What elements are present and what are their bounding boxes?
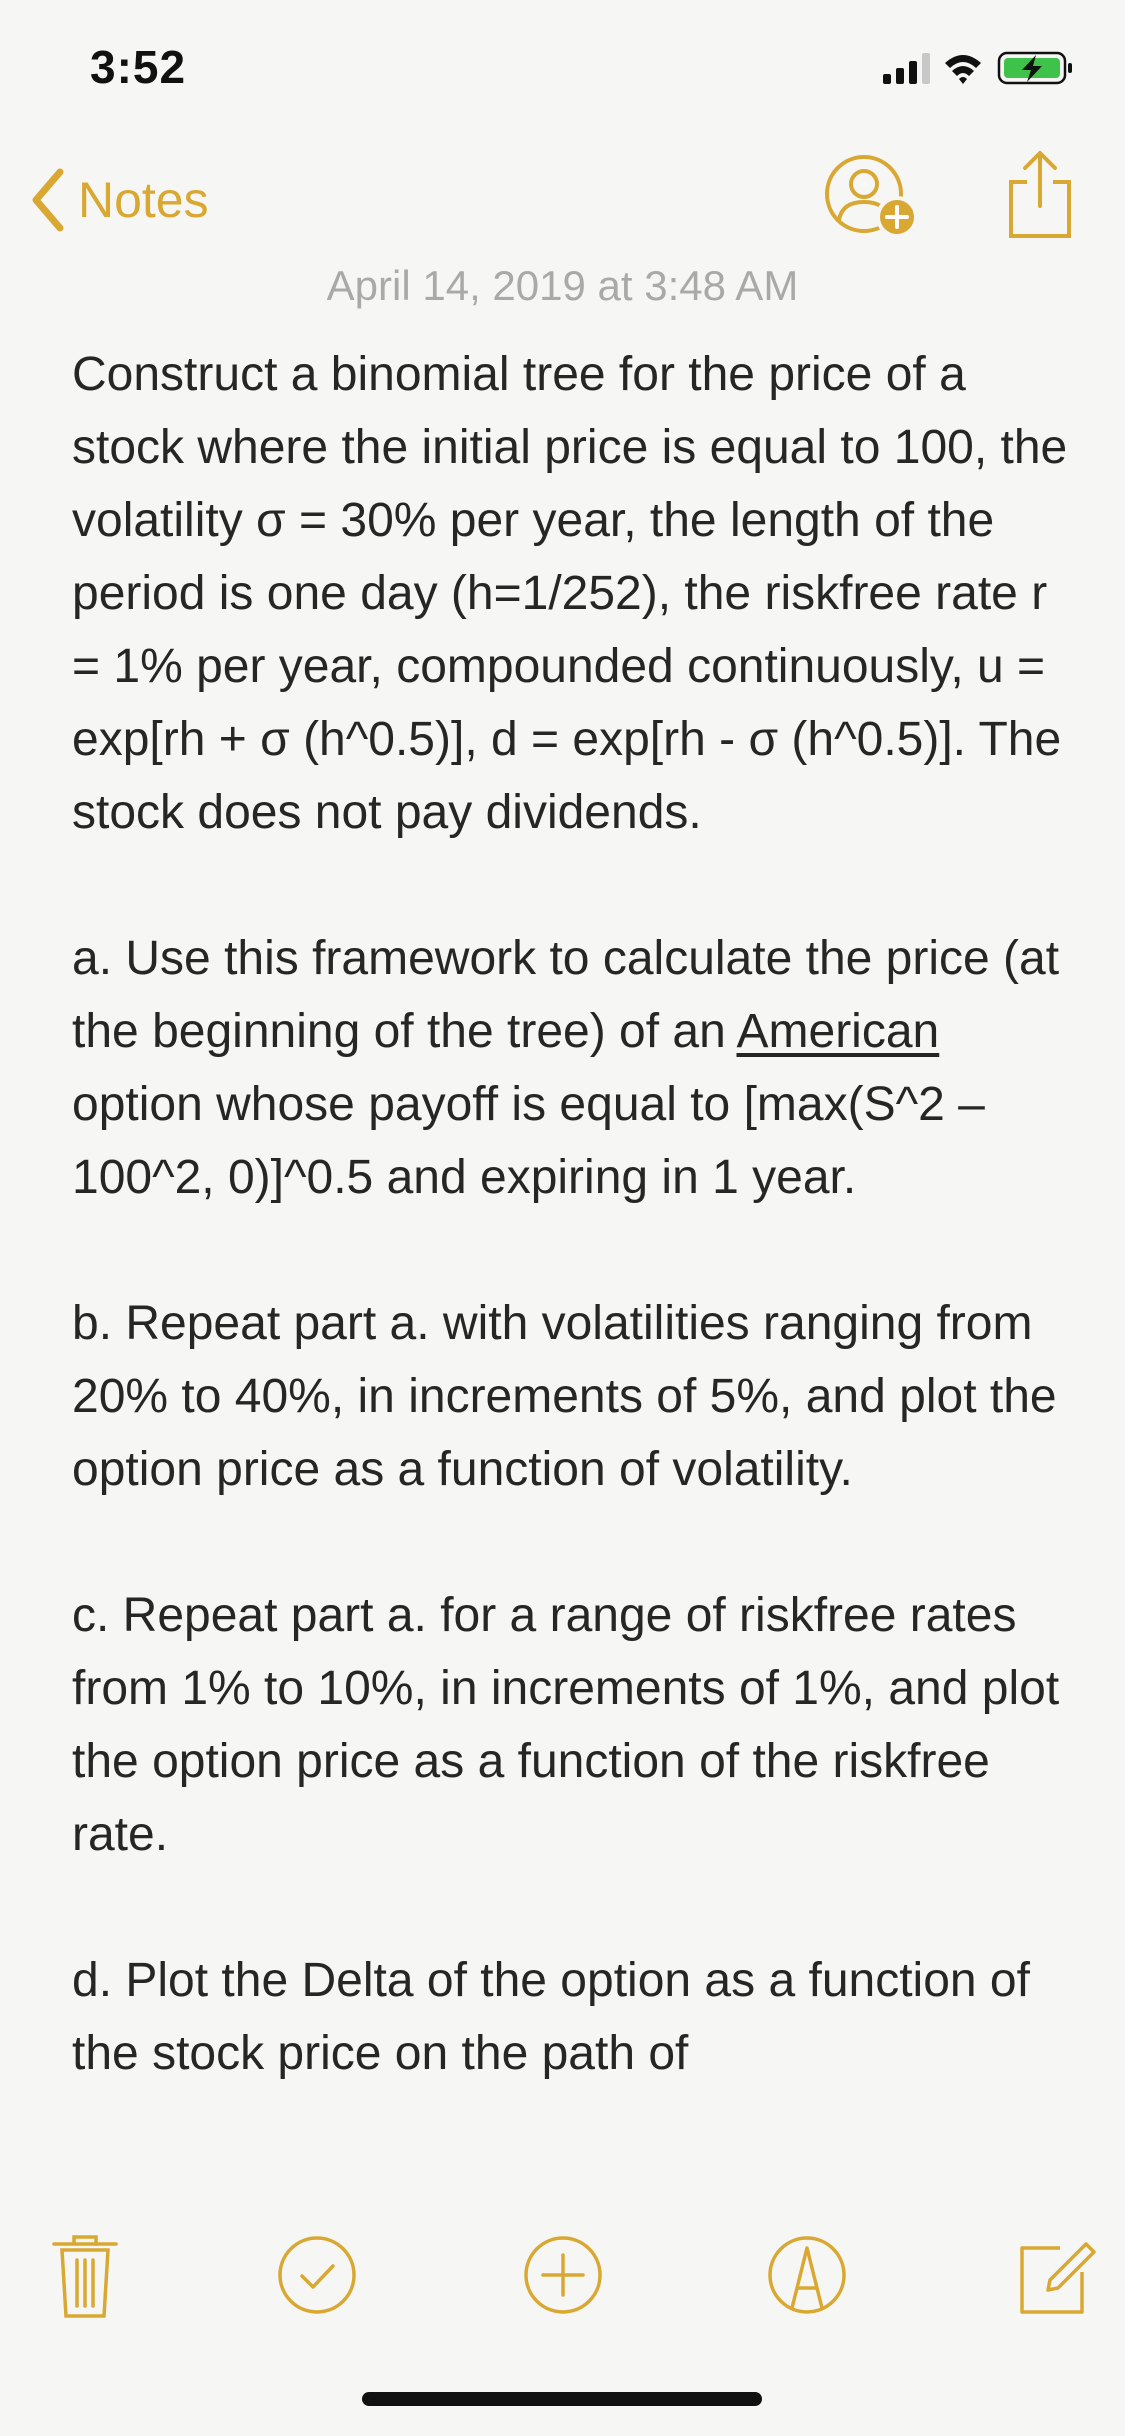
back-label: Notes (78, 172, 209, 228)
status-bar (0, 0, 1125, 132)
wifi-icon (945, 55, 981, 84)
markup-button[interactable] (762, 2230, 852, 2320)
part-a-suffix: option whose payoff is equal to [max(S^2 – 100^2, 0)]^0.5 and expiring in 1 year. (72, 1078, 985, 1204)
note-date: April 14, 2019 at 3:48 AM (326, 262, 799, 309)
trash-icon (54, 2237, 116, 2316)
nav-bar (0, 140, 1125, 260)
add-icon (526, 2238, 600, 2312)
add-person-icon (827, 157, 916, 236)
paragraph-intro: Construct a binomial tree for the price of a stock where the initial price is equal to 100, the volatility σ = 30% per year, the length of the period is one day (h=1/252), the riskfree rate r = 1% per year, compounded continuously, u = exp[rh + σ (h^0.5)], d = exp[rh - σ (h^0.5)]. The stock does not pay dividends. (72, 348, 1068, 839)
add-button[interactable] (518, 2230, 608, 2320)
add-people-button[interactable] (822, 152, 922, 242)
delete-button[interactable] (40, 2230, 130, 2320)
checklist-button[interactable] (272, 2230, 362, 2320)
paragraph-part-a (72, 922, 1072, 1214)
back-button[interactable] (28, 160, 209, 240)
paragraph-part-d: d. Plot the Delta of the option as a function of the stock price on the path of (72, 1954, 1030, 2080)
status-time: 3:52 (90, 41, 187, 93)
checklist-icon (280, 2238, 354, 2312)
paragraph-part-b: b. Repeat part a. with volatilities ranging from 20% to 40%, in increments of 5%, and plot the option price as a function of volatility. (72, 1297, 1057, 1496)
bottom-toolbar (0, 2220, 1125, 2330)
part-a-prefix: a. Use this framework to calculate the price (at the beginning of the tree) of an (72, 932, 1060, 1058)
compose-button[interactable] (1008, 2230, 1098, 2320)
share-icon (1011, 153, 1069, 236)
part-a-underlined: American (736, 1005, 940, 1058)
battery-charging-icon (999, 53, 1072, 83)
note-body[interactable] (72, 338, 1072, 2163)
compose-icon (1022, 2244, 1094, 2312)
markup-icon (770, 2238, 844, 2312)
paragraph-part-c: c. Repeat part a. for a range of riskfree rates from 1% to 10%, in increments of 1%, and plot the option price as a function of the riskfree rate. (72, 1589, 1060, 1861)
chevron-left-icon (28, 168, 68, 232)
share-button[interactable] (1005, 148, 1075, 240)
status-icons (883, 48, 1083, 88)
cellular-signal-icon (883, 53, 930, 84)
home-indicator[interactable] (362, 2392, 762, 2406)
